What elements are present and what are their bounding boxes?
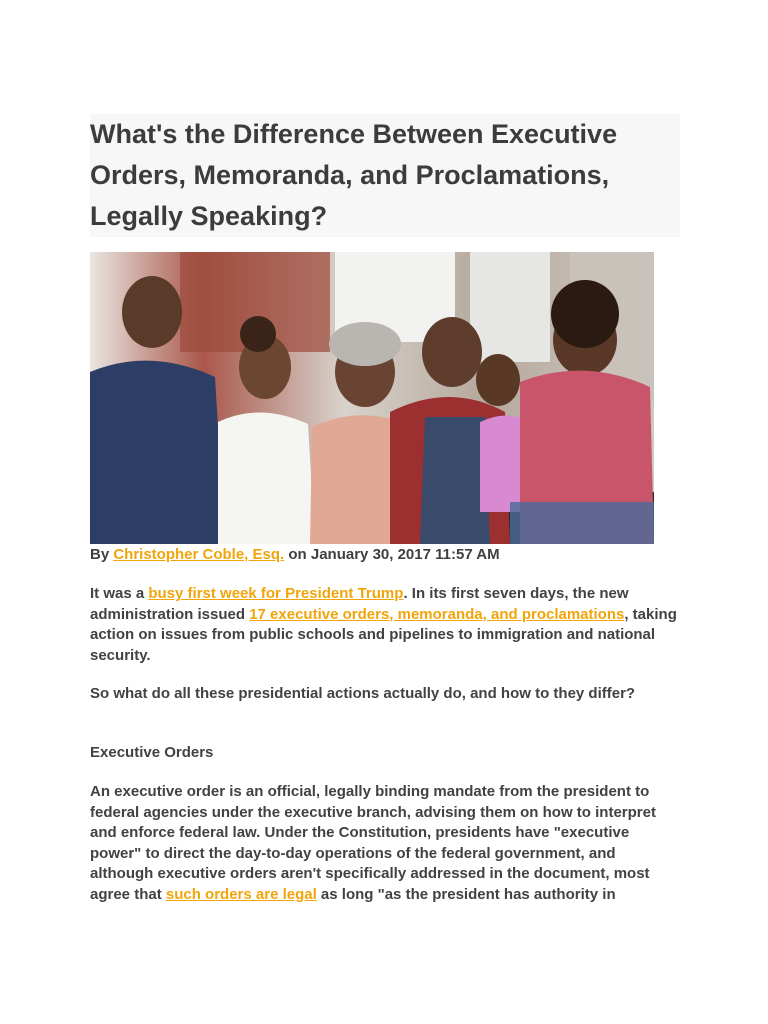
intro-text-3: , taking action on issues from public schools and pipelines to immigration and national security. [90, 605, 677, 664]
byline [90, 545, 680, 565]
eo-text-2: as long "as the president has authority in [316, 885, 616, 903]
publish-date: on January 30, 2017 11:57 AM [284, 546, 500, 563]
executive-orders-paragraph [90, 782, 682, 905]
intro-text-2: . In its first seven days, the new administration issued [90, 585, 629, 623]
intro-paragraph [90, 584, 682, 666]
section-heading-executive-orders: Executive Orders [90, 744, 214, 761]
article-title: What's the Difference Between Executive Orders, Memoranda, and Proclamations, Legally Speaking? [90, 114, 680, 237]
byline-prefix: By [90, 546, 114, 563]
eo-text-1: An executive order is an official, legally binding mandate from the president to federal agencies under the executive branch, advising them on how to interpret and enforce federal law. Under the Constitution, presidents have "executive power" to direct the day-to-day operations of the federal government, and although executive orders aren't specifically addressed in the document, most agree that [90, 783, 656, 903]
family-photo-illustration [90, 252, 654, 544]
busy-week-link[interactable]: busy first week for President Trump [148, 585, 404, 602]
question-paragraph: So what do all these presidential actions actually do, and how to they differ? [90, 685, 636, 702]
article-photo [90, 252, 654, 544]
author-link[interactable]: Christopher Coble, Esq. [113, 546, 285, 563]
executive-actions-link[interactable]: 17 executive orders, memoranda, and proclamations [249, 605, 625, 623]
intro-text-1: It was a [90, 585, 149, 602]
orders-legal-link[interactable]: such orders are legal [165, 885, 317, 903]
